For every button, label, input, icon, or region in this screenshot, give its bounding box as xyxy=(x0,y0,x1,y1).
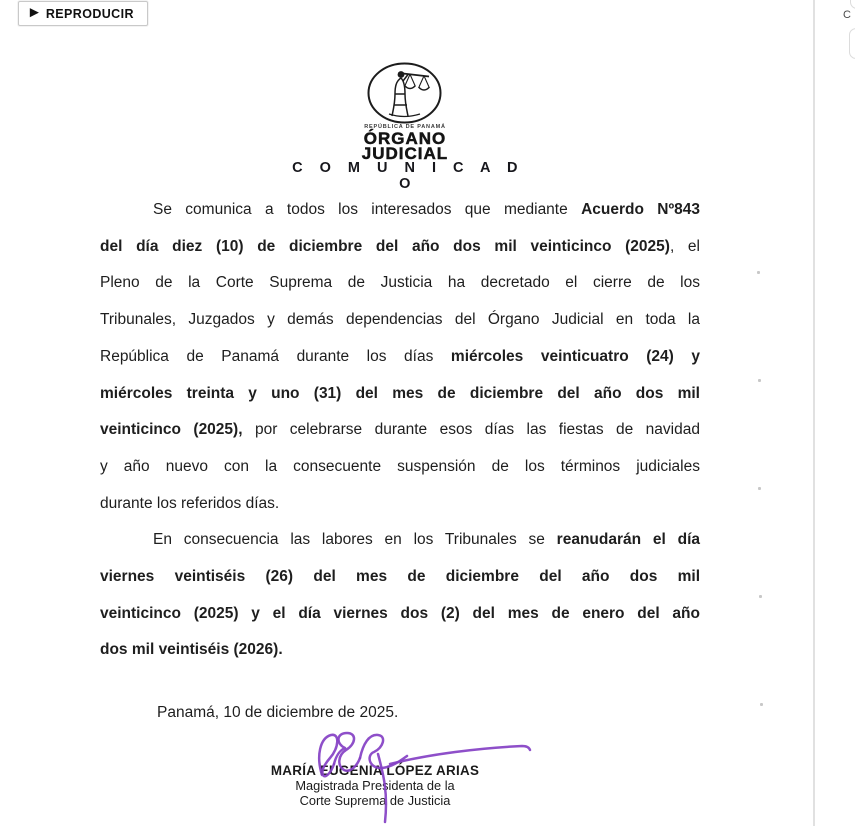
document-line: Pleno de la Corte Suprema de Justicia ha decretado el cierre de los xyxy=(100,274,700,292)
scan-speck xyxy=(758,379,761,382)
document-line: Tribunales, Juzgados y demás dependencias del Órgano Judicial en toda la xyxy=(100,311,700,329)
document-line: veinticinco (2025), por celebrarse durante esos días las fiestas de navidad xyxy=(100,421,700,439)
reproducir-button[interactable] xyxy=(18,1,148,26)
document-line: miércoles treinta y uno (31) del mes de diciembre del año dos mil xyxy=(100,384,700,402)
signature-block xyxy=(252,763,498,808)
right-panel-divider xyxy=(813,0,815,826)
dateline: Panamá, 10 de diciembre de 2025. xyxy=(157,704,399,721)
document-line: y año nuevo con la consecuente suspensión de los términos judiciales xyxy=(100,457,700,475)
play-icon: ▶ xyxy=(30,6,39,19)
scan-speck xyxy=(759,595,762,598)
document-title: C O M U N I C A D O xyxy=(292,160,524,192)
org-name-line2: JUDICIAL xyxy=(361,144,449,163)
org-name-line1: ÓRGANO xyxy=(363,129,447,148)
justice-scales-seal-icon xyxy=(366,62,444,126)
side-panel-partial-text: C xyxy=(843,9,851,21)
side-panel-button-partial-top[interactable] xyxy=(850,0,855,9)
dateline-wrap xyxy=(100,669,700,732)
document-line: dos mil veintiséis (2026). xyxy=(100,641,283,659)
scan-speck xyxy=(757,271,760,274)
seal-caption: REPÚBLICA DE PANAMÁ xyxy=(364,124,446,130)
document-line: Se comunica a todos los interesados que mediante Acuerdo Nº843 xyxy=(153,201,700,218)
signatory-name: MARÍA EUGENIA LÓPEZ ARIAS xyxy=(270,763,480,778)
reproducir-button-label: REPRODUCIR xyxy=(45,6,134,21)
signatory-title-line1: Magistrada Presidenta de la xyxy=(295,778,455,793)
document-line: durante los referidos días. xyxy=(100,494,280,512)
document-line: viernes veintiséis (26) del mes de diciembre del año dos mil xyxy=(100,568,700,586)
scan-speck xyxy=(760,703,763,706)
document-line: República de Panamá durante los días miércoles veinticuatro (24) y xyxy=(100,347,700,365)
document-line: En consecuencia las labores en los Tribunales se reanudarán el día xyxy=(153,531,700,549)
document-body xyxy=(100,192,700,669)
signatory-title-line2: Corte Suprema de Justicia xyxy=(299,793,451,808)
document-line: veinticinco (2025) y el día viernes dos (2) del mes de enero del año xyxy=(100,604,700,622)
side-panel-button-partial-bottom[interactable] xyxy=(849,28,855,59)
scan-speck xyxy=(758,487,761,490)
document-line: del día diez (10) de diciembre del año dos mil veinticinco (2025), el xyxy=(100,237,700,255)
